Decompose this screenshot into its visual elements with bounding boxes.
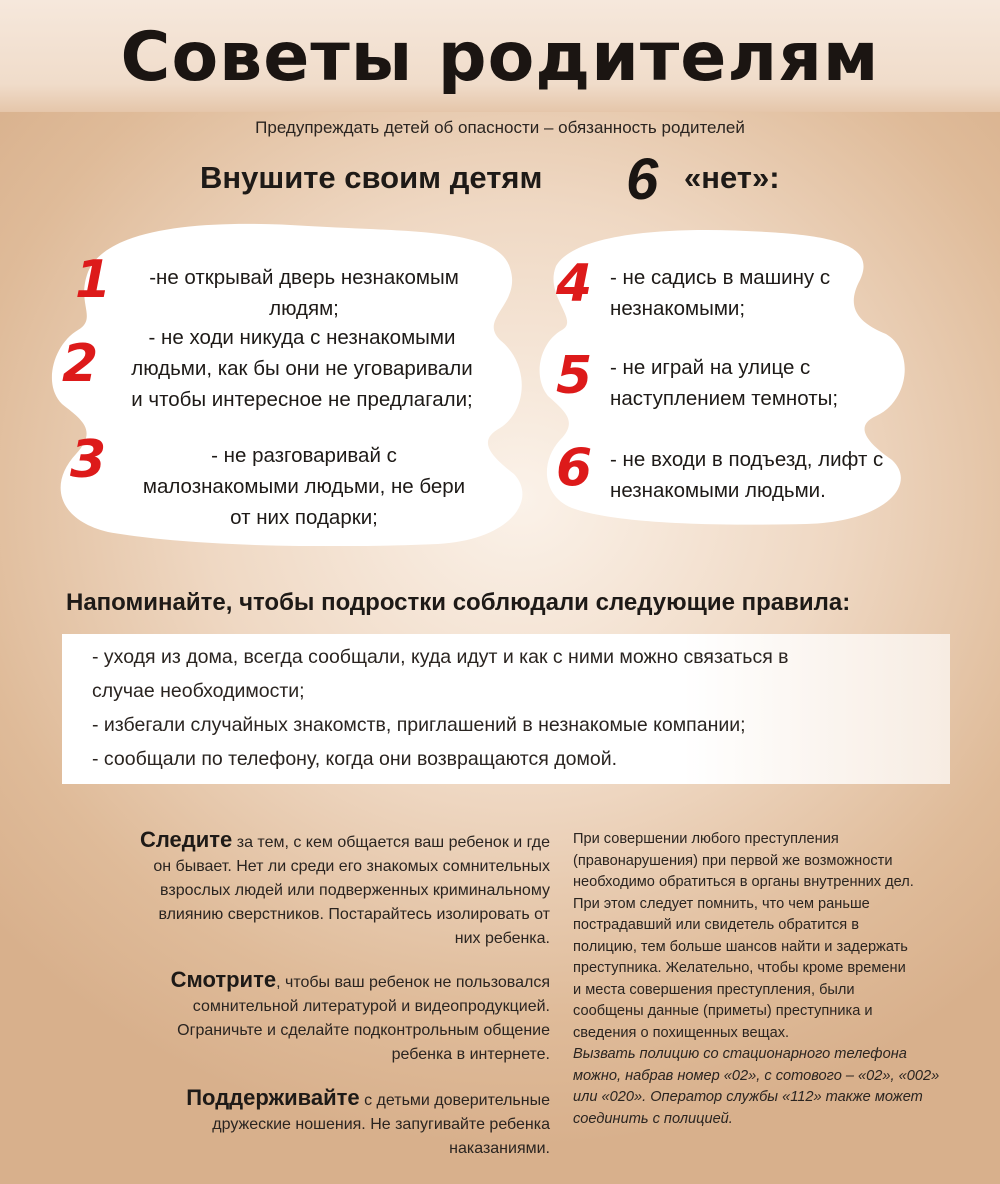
rule-4-line-2: незнакомыми; — [610, 297, 746, 320]
rule-2-line-2: людьми, как бы они не уговаривали — [131, 357, 473, 380]
rule-1-line-1: -не открывай дверь незнакомым — [149, 266, 459, 289]
rule-1 — [118, 262, 490, 324]
no-quote: «нет»: — [684, 160, 780, 195]
police-line-1: При совершении любого преступления — [573, 831, 839, 847]
teen-rule-line-1: - уходя из дома, всегда сообщали, куда идут и как с ними можно связаться в — [92, 646, 789, 668]
subtitle: Предупреждать детей об опасности – обязанность родителей — [255, 118, 745, 137]
police-line-8: и места совершения преступления, были — [573, 981, 855, 998]
rule-4 — [610, 262, 910, 324]
rule-3-line-2: малознакомыми людьми, не бери — [142, 475, 466, 498]
tip-support — [60, 1086, 550, 1161]
tip-1-line-5: них ребенка. — [454, 930, 550, 947]
police-line-6: полицию, тем больше шансов найти и задержать — [573, 938, 908, 955]
rule-2-line-1: - не ходи никуда с незнакомыми — [148, 326, 456, 349]
teen-rules-box — [62, 634, 950, 784]
tip-1-lead: Следите — [139, 827, 233, 852]
tip-3-line-1: с детьми доверительные — [359, 1092, 550, 1109]
title-band — [0, 0, 1000, 112]
police-info — [573, 829, 971, 1130]
tip-1-line-3: взрослых людей или подверженных криминальному — [160, 882, 550, 899]
rule-5-line-1: - не играй на улице с — [610, 356, 811, 379]
tip-2-line-1: , чтобы ваш ребенок не пользовался — [276, 974, 550, 991]
rule-2 — [104, 322, 500, 415]
tip-watch-media — [60, 968, 550, 1067]
police-line-3: необходимо обратиться в органы внутренних дел. — [573, 874, 914, 890]
rule-6-line-2: незнакомыми людьми. — [610, 479, 826, 502]
tip-1-line-1: за тем, с кем общается ваш ребенок и где — [232, 834, 550, 851]
rule-number-3: 3 — [70, 430, 107, 490]
tip-2-line-3: Ограничьте и сделайте подконтрольным общение — [177, 1022, 550, 1039]
tip-1-line-4: влиянию сверстников. Постарайтесь изолировать от — [158, 906, 550, 923]
tip-watch-who — [60, 828, 550, 951]
rule-number-2: 2 — [62, 334, 99, 394]
rule-number-5: 5 — [556, 346, 593, 406]
rule-number-1: 1 — [75, 250, 112, 310]
police-line-2: (правонарушения) при первой же возможности — [573, 852, 893, 869]
police-call-line-3: или «020». Оператор службы «112» также может — [573, 1089, 923, 1105]
tip-3-lead: Поддерживайте — [186, 1085, 360, 1110]
tip-2-line-2: сомнительной литературой и видеопродукцией. — [192, 998, 550, 1015]
rule-6-line-1: - не входи в подъезд, лифт с — [610, 448, 884, 471]
rule-3 — [112, 440, 496, 533]
police-call-line-2: можно, набрав номер «02», с сотового – «02», «002» — [573, 1067, 940, 1084]
tip-3-line-3: наказаниями. — [449, 1140, 550, 1157]
page-title: Советы родителям — [120, 18, 880, 97]
rule-4-line-1: - не садись в машину с — [610, 266, 831, 289]
police-line-7: преступника. Желательно, чтобы кроме времени — [573, 960, 906, 976]
teen-rules-heading: Напоминайте, чтобы подростки соблюдали следующие правила: — [66, 589, 851, 616]
teen-rule-line-4: - сообщали по телефону, когда они возвращаются домой. — [92, 748, 618, 770]
tip-2-line-4: ребенка в интернете. — [391, 1046, 550, 1063]
rule-number-4: 4 — [556, 254, 593, 314]
tip-2-lead: Смотрите — [170, 967, 277, 992]
teen-rule-line-2: случае необходимости; — [92, 680, 305, 702]
teen-rule-line-3: - избегали случайных знакомств, приглашений в незнакомые компании; — [92, 714, 746, 736]
police-call-line-4: соединить с полицией. — [573, 1110, 733, 1127]
police-call-line-1: Вызвать полицию со стационарного телефона — [573, 1046, 907, 1062]
rule-1-line-2: людям; — [269, 297, 339, 320]
police-line-4: При этом следует помнить, что чем раньше — [573, 895, 870, 912]
rule-number-6: 6 — [556, 438, 593, 498]
police-line-10: сведения о похищенных вещах. — [573, 1024, 790, 1041]
police-line-5: пострадавший или свидетель обратится в — [573, 917, 859, 933]
six-no-heading: Внушите своим детям — [200, 160, 543, 195]
rule-5-line-2: наступлением темноты; — [610, 387, 839, 410]
tip-3-line-2: дружеские ношения. Не запугивайте ребенка — [212, 1116, 550, 1133]
rule-3-line-3: от них подарки; — [230, 506, 378, 529]
tip-1-line-2: он бывает. Нет ли среди его знакомых сомнительных — [153, 858, 550, 875]
rule-2-line-3: и чтобы интересное не предлагали; — [131, 388, 473, 411]
rule-6 — [610, 444, 920, 506]
rule-3-line-1: - не разговаривай с — [211, 444, 397, 467]
police-line-9: сообщены данные (приметы) преступника и — [573, 1003, 873, 1019]
rule-5 — [610, 352, 910, 414]
six-numeral: 6 — [626, 147, 659, 212]
